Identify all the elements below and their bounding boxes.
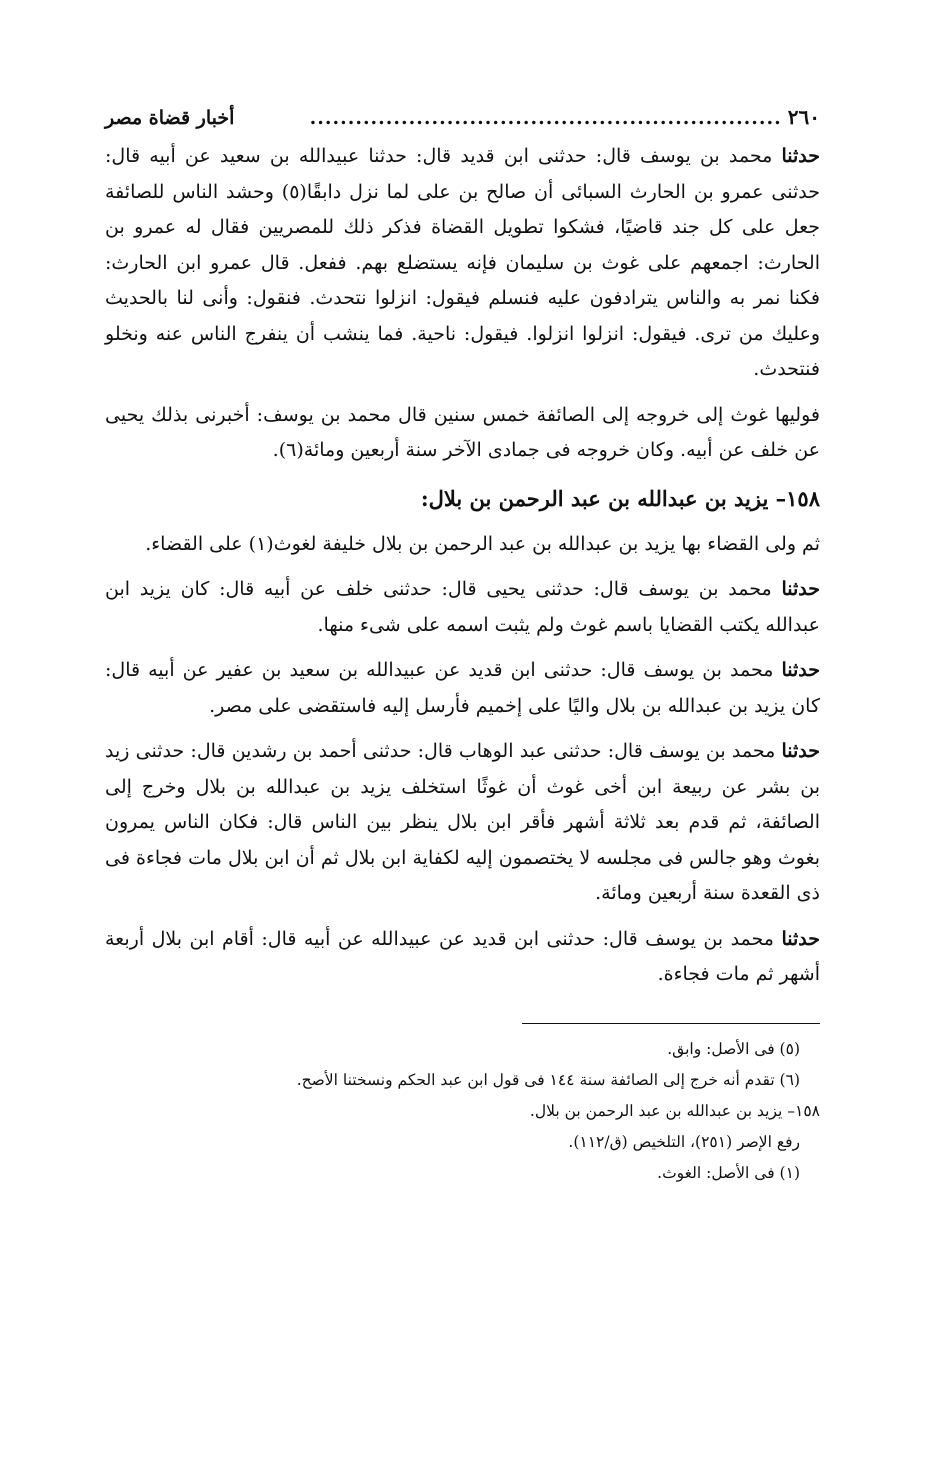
- paragraph: [105, 734, 820, 912]
- footnote: (٥) فى الأصل: وابق.: [667, 1039, 800, 1058]
- narration-lead: حدثنا: [781, 927, 820, 950]
- narration-lead: حدثنا: [781, 659, 820, 681]
- paragraph-text: محمد بن يوسف قال: حدثنى ابن قديد عن عبيدالله بن سعيد بن عفير عن أبيه قال: كان يزيد بن عبدالله بن بلال واليًا على إخميم فأرسل إليه فاستقضى على مصر.: [105, 659, 820, 717]
- paragraph-text: محمد بن يوسف قال: حدثنى ابن قديد قال: حدثنا عبيدالله بن سعيد عن أبيه قال: حدثنى عمرو بن الحارث السبائى أن صالح بن على لما نزل دابقًا(٥) وحشد الناس للصائفة جعل على كل جند قاضيًا، فشكوا تطويل القضاة فذكر ذلك للمصريين فقال له عمرو بن الحارث: اجمعهم على غوث بن سليمان فإنه يستضلع بهم. ففعل. قال عمرو ابن الحارث: فكنا نمر به والناس يترادفون عليه فنسلم فيقول: انزلوا نتحدث. فنقول: وأنى لنا بالحديث وعليك من ترى. فيقول: انزلوا انزلوا. فيقول: ناحية. فما ينشب أن ينفرج الناس عنه ونخلو فنتحدث.: [105, 145, 820, 380]
- paragraph-text: محمد بن يوسف قال: حدثنى يحيى قال: حدثنى خلف عن أبيه قال: كان يزيد ابن عبدالله يكتب القضايا باسم غوث ولم يثبت اسمه على شىء منها.: [105, 578, 820, 636]
- paragraph: [105, 398, 820, 469]
- page-number: ٢٦٠: [787, 105, 820, 129]
- section-heading: ١٥٨– يزيد بن عبدالله بن عبد الرحمن بن بلال:: [420, 485, 820, 511]
- paragraph: [105, 139, 820, 388]
- paragraph: [105, 572, 820, 643]
- footnote: (٦) تقدم أنه خرج إلى الصائفة سنة ١٤٤ فى قول ابن عبد الحكم ونسختنا الأصح.: [296, 1070, 800, 1089]
- footnote: رفع الإصر (٢٥١)، التلخيص (ق/١١٢).: [568, 1132, 800, 1151]
- footnote: (١) فى الأصل: الغوث.: [657, 1163, 800, 1182]
- paragraph: [105, 653, 820, 724]
- paragraph-text: ثم ولى القضاء بها يزيد بن عبدالله بن عبد الرحمن بن بلال خليفة لغوث(١) على القضاء.: [145, 532, 820, 555]
- narration-lead: حدثنا: [781, 740, 820, 762]
- footnote-divider: [522, 1023, 820, 1024]
- book-title: أخبار قضاة مصر: [105, 107, 235, 129]
- paragraph: [105, 527, 820, 563]
- running-header: [105, 105, 820, 139]
- header-leader-dots: ..............................................................: [309, 107, 782, 129]
- footnote: ١٥٨– يزيد بن عبدالله بن عبد الرحمن بن بلال.: [529, 1101, 820, 1120]
- paragraph-text: محمد بن يوسف قال: حدثنى عبد الوهاب قال: حدثنى أحمد بن رشدين قال: حدثنى زيد بن بشر عن ربيعة ابن أخى غوث أن غوثًا استخلف يزيد بن عبدالله بن بلال وخرج إلى الصائفة، ثم قدم بعد ثلاثة أشهر فأقر ابن بلال ينظر بين الناس قال: فكان الناس يمرون بغوث وهو جالس فى مجلسه لا يختصمون إليه لكفاية ابن بلال ثم أن ابن بلال مات فجاءة فى ذى القعدة سنة أربعين ومائة.: [105, 740, 820, 904]
- paragraph-text: محمد بن يوسف قال: حدثنى ابن قديد عن عبيدالله عن أبيه قال: أقام ابن بلال أربعة أشهر ثم مات فجاءة.: [105, 927, 820, 985]
- narration-lead: حدثنا: [781, 578, 821, 600]
- paragraph-text: فوليها غوث إلى خروجه إلى الصائفة خمس سنين قال محمد بن يوسف: أخبرنى بذلك يحيى عن خلف عن أبيه. وكان خروجه فى جمادى الآخر سنة أربعين ومائة(٦).: [105, 403, 820, 461]
- book-page: [105, 105, 820, 1189]
- paragraph: [105, 922, 820, 993]
- narration-lead: حدثنا: [781, 145, 820, 167]
